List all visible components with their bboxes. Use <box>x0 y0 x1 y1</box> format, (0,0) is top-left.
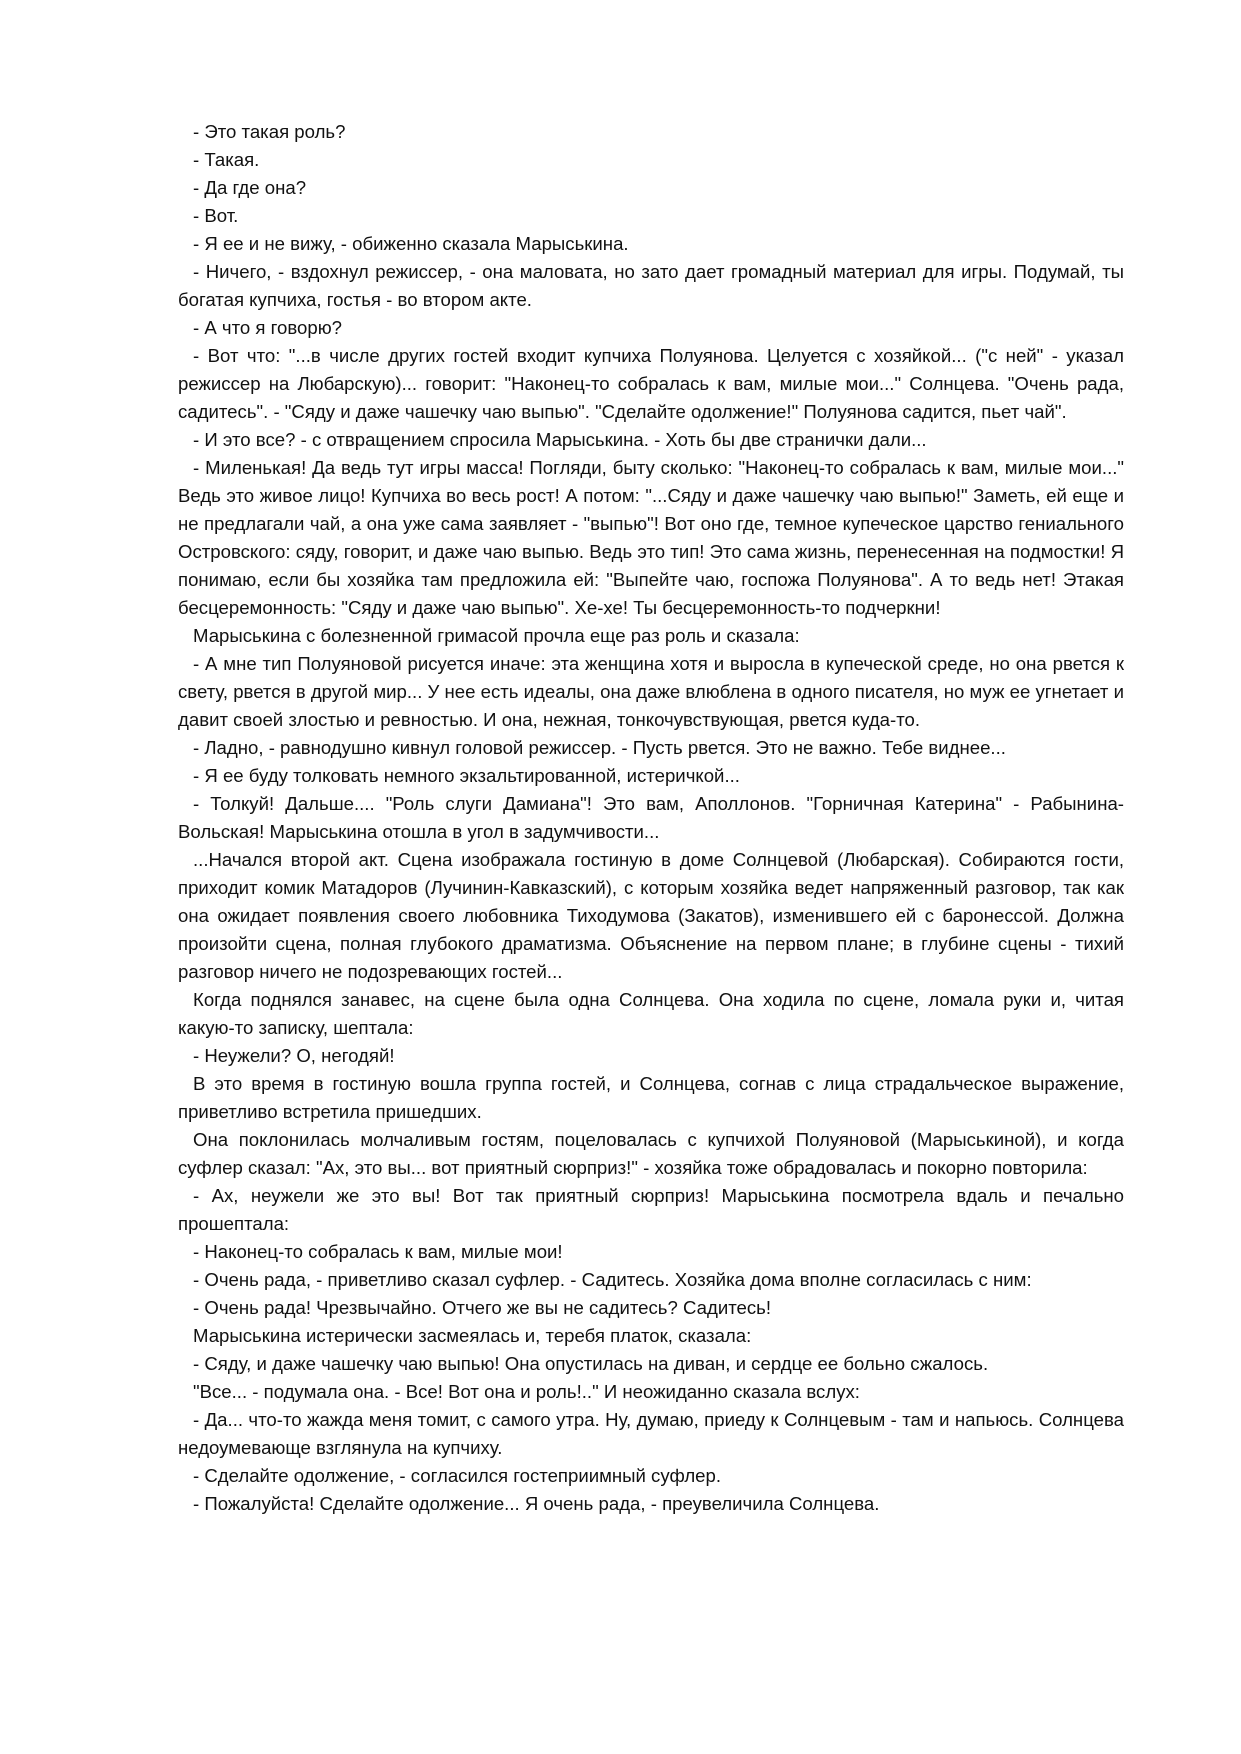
paragraph: - Миленькая! Да ведь тут игры масса! Погляди, быту сколько: "Наконец-то собралась к вам, милые мои..." Ведь это живое лицо! Купчиха во весь рост! А потом: "...Сяду и даже чашечку чаю выпью!" Заметь, ей еще и не предлагали чай, а она уже сама заявляет - "выпью"! Вот оно где, темное купеческое царство гениального Островского: сяду, говорит, и даже чаю выпью. Ведь это тип! Это сама жизнь, перенесенная на подмостки! Я понимаю, если бы хозяйка там предложила ей: "Выпейте чаю, госпожа Полуянова". А то ведь нет! Этакая бесцеремонность: "Сяду и даже чаю выпью". Хе-хе! Ты бесцеремонность-то подчеркни! <box>178 457 1124 618</box>
paragraph: В это время в гостиную вошла группа гостей, и Солнцева, согнав с лица страдальческое выражение, приветливо встретила пришедших. <box>178 1073 1124 1122</box>
paragraph: - Ах, неужели же это вы! Вот так приятный сюрприз! Марыськина посмотрела вдаль и печально прошептала: <box>178 1185 1124 1234</box>
paragraph: - Пожалуйста! Сделайте одолжение... Я очень рада, - преувеличила Солнцева. <box>193 1493 880 1514</box>
paragraph: - Ладно, - равнодушно кивнул головой режиссер. - Пусть рвется. Это не важно. Тебе виднее... <box>193 737 1006 758</box>
paragraph: Марыськина истерически засмеялась и, теребя платок, сказала: <box>193 1325 752 1346</box>
paragraph: - Сделайте одолжение, - согласился гостеприимный суфлер. <box>193 1465 722 1486</box>
paragraph: Марыськина с болезненной гримасой прочла еще раз роль и сказала: <box>193 625 800 646</box>
paragraph: ...Начался второй акт. Сцена изображала гостиную в доме Солнцевой (Любарская). Собираются гости, приходит комик Матадоров (Лучинин-Кавказский), с которым хозяйка ведет напряженный разговор, так как она ожидает появления своего любовника Тиходумова (Закатов), изменившего ей с баронессой. Должна произойти сцена, полная глубокого драматизма. Объяснение на первом плане; в глубине сцены - тихий разговор ничего не подозревающих гостей... <box>178 849 1124 982</box>
paragraph: - Да где она? <box>193 177 307 198</box>
paragraph: - Я ее буду толковать немного экзальтированной, истеричкой... <box>193 765 740 786</box>
paragraph: - Такая. <box>193 149 260 170</box>
paragraph: - Ничего, - вздохнул режиссер, - она маловата, но зато дает громадный материал для игры. Подумай, ты богатая купчиха, гостья - во втором акте. <box>178 261 1124 310</box>
paragraph: - Это такая роль? <box>193 121 346 142</box>
paragraph: "Все... - подумала она. - Все! Вот она и роль!.." И неожиданно сказала вслух: <box>193 1381 860 1402</box>
paragraph: - Вот. <box>193 205 239 226</box>
paragraph: - И это все? - с отвращением спросила Марыськина. - Хоть бы две странички дали... <box>193 429 927 450</box>
paragraph: - Я ее и не вижу, - обиженно сказала Марыськина. <box>193 233 629 254</box>
paragraph: - А что я говорю? <box>193 317 343 338</box>
paragraph: - Неужели? О, негодяй! <box>193 1045 395 1066</box>
paragraph: - Очень рада, - приветливо сказал суфлер. - Садитесь. Хозяйка дома вполне согласилась с ним: <box>193 1269 1032 1290</box>
paragraph: - А мне тип Полуяновой рисуется иначе: эта женщина хотя и выросла в купеческой среде, но она рвется к свету, рвется в другой мир... У нее есть идеалы, она даже влюблена в одного писателя, но муж ее угнетает и давит своей злостью и ревностью. И она, нежная, тонкочувствующая, рвется куда-то. <box>178 653 1124 730</box>
paragraph: - Толкуй! Дальше.... "Роль слуги Дамиана"! Это вам, Аполлонов. "Горничная Катерина" - Рабынина-Вольская! Марыськина отошла в угол в задумчивости... <box>178 793 1124 842</box>
paragraph: Когда поднялся занавес, на сцене была одна Солнцева. Она ходила по сцене, ломала руки и, читая какую-то записку, шептала: <box>178 989 1124 1038</box>
paragraph: - Вот что: "...в числе других гостей входит купчиха Полуянова. Целуется с хозяйкой... ("с ней" - указал режиссер на Любарскую)... говорит: "Наконец-то собралась к вам, милые мои..." Солнцева. "Очень рада, садитесь". - "Сяду и даже чашечку чаю выпью". "Сделайте одолжение!" Полуянова садится, пьет чай". <box>178 345 1124 422</box>
paragraph: - Очень рада! Чрезвычайно. Отчего же вы не садитесь? Садитесь! <box>193 1297 772 1318</box>
paragraph: - Сяду, и даже чашечку чаю выпью! Она опустилась на диван, и сердце ее больно сжалось. <box>193 1353 989 1374</box>
text-column <box>178 118 1124 1518</box>
paragraph: Она поклонилась молчаливым гостям, поцеловалась с купчихой Полуяновой (Марыськиной), и когда суфлер сказал: "Ах, это вы... вот приятный сюрприз!" - хозяйка тоже обрадовалась и покорно повторила: <box>178 1129 1124 1178</box>
paragraph: - Наконец-то собралась к вам, милые мои! <box>193 1241 563 1262</box>
paragraph: - Да... что-то жажда меня томит, с самого утра. Ну, думаю, приеду к Солнцевым - там и напьюсь. Солнцева недоумевающе взглянула на купчиху. <box>178 1409 1124 1458</box>
